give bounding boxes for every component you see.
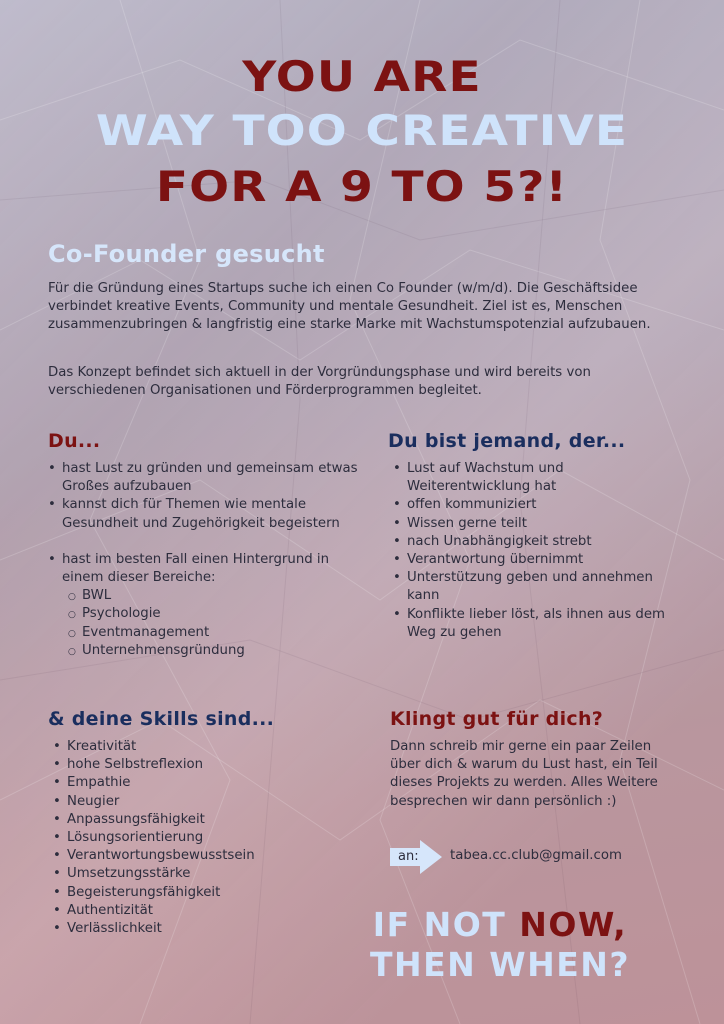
list-item: • Wissen gerne teilt (391, 515, 681, 533)
list-item (46, 551, 371, 660)
email-link[interactable]: tabea.cc.club@gmail.com (450, 848, 622, 863)
closing-now: NOW, (519, 905, 628, 944)
list-item: • kannst dich für Themen wie mentale Gesundheit und Zugehörigkeit begeistern (46, 496, 371, 532)
headline-line-3: FOR A 9 TO 5?! (155, 162, 569, 211)
list-item: • Umsetzungsstärke (51, 865, 351, 883)
closing-line-2: THEN WHEN? (369, 945, 631, 984)
list-item: • Lust auf Wachstum und Weiterentwicklung hat (391, 460, 681, 496)
list-item: • Unterstützung geben und annehmen kann (391, 569, 681, 605)
list-item: • Empathie (51, 774, 351, 792)
sub-list-item: ○ Eventmanagement (62, 624, 371, 642)
du-title: Du... (48, 430, 101, 452)
list-item: • offen kommuniziert (391, 496, 681, 514)
intro-paragraph-2: Das Konzept befindet sich aktuell in der Vorgründungsphase und wird bereits von verschiedenen Organisationen und Förderprogrammen begleitet. (48, 365, 591, 399)
skills-title: & deine Skills sind... (48, 708, 275, 730)
sub-list-item: ○ Psychologie (62, 605, 371, 623)
list-item: • hast Lust zu gründen und gemeinsam etwas Großes aufzubauen (46, 460, 371, 496)
closing-line-1 (330, 906, 670, 944)
jemand-list (391, 460, 681, 642)
list-item: • Kreativität (51, 738, 351, 756)
closing-if-not: IF NOT (372, 905, 520, 944)
list-item: • Anpassungsfähigkeit (51, 811, 351, 829)
list-item: • Neugier (51, 793, 351, 811)
sub-list-item: ○ Unternehmensgründung (62, 642, 371, 660)
headline-line-1: YOU ARE (242, 52, 482, 101)
sub-list-item: ○ BWL (62, 587, 371, 605)
list-item: • Verantwortung übernimmt (391, 551, 681, 569)
list-item: • Begeisterungsfähigkeit (51, 884, 351, 902)
headline-line-2: WAY TOO CREATIVE (95, 106, 629, 155)
skills-list (51, 738, 351, 938)
list-item-text: hast im besten Fall einen Hintergrund in einem dieser Bereiche: (62, 551, 330, 586)
intro-paragraph-1: Für die Gründung eines Startups suche ich einen Co Founder (w/m/d). Die Geschäftsidee verbindet kreative Events, Community und mentale Gesundheit. Ziel ist es, Menschen zusammenzubringen & langfristig eine starke Marke mit Wachstumspotenzial aufzubauen. (48, 281, 651, 333)
list-item: • Lösungsorientierung (51, 829, 351, 847)
list-item: • Authentizität (51, 902, 351, 920)
contact-text: Dann schreib mir gerne ein paar Zeilen über dich & warum du Lust hast, ein Teil dieses Projekts zu werden. Alles Weitere besprechen wir dann persönlich :) (390, 739, 658, 809)
list-item: • Konflikte lieber löst, als ihnen aus dem Weg zu gehen (391, 606, 681, 642)
list-item: • Verantwortungsbewusstsein (51, 847, 351, 865)
arrow-label-text: an: (398, 849, 419, 864)
jemand-title: Du bist jemand, der... (388, 430, 626, 452)
list-item: • hohe Selbstreflexion (51, 756, 351, 774)
list-item: • Verlässlichkeit (51, 920, 351, 938)
contact-title: Klingt gut für dich? (390, 708, 604, 730)
du-sublist (62, 587, 371, 660)
cofounder-title: Co-Founder gesucht (48, 240, 325, 268)
arrow-label (390, 840, 442, 874)
du-list (46, 460, 371, 660)
list-item: • nach Unabhängigkeit strebt (391, 533, 681, 551)
